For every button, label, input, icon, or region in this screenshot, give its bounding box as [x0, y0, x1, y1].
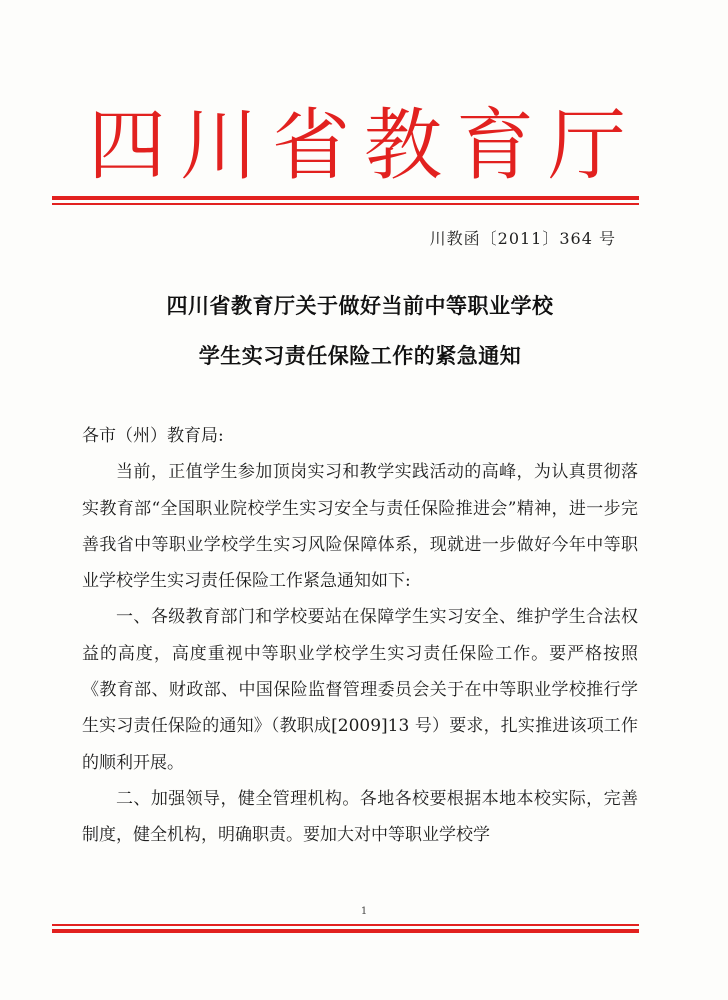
- page-number: 1: [360, 906, 368, 917]
- document-number: 川教函〔2011〕364 号: [429, 229, 616, 248]
- header-red-rule-thick: [52, 196, 639, 200]
- paragraph-intro: 当前，正值学生参加顶岗实习和教学实践活动的高峰，为认真贯彻落实教育部“全国职业院校学生实习安全与责任保险推进会”精神，进一步完善我省中等职业学校学生实习风险保障体系，现就进一步做好今年中等职业学校学生实习责任保险工作紧急通知如下:: [82, 462, 638, 592]
- header-red-rule-thin: [52, 203, 639, 205]
- document-body: [82, 418, 638, 854]
- footer-red-rule-thick: [52, 929, 639, 933]
- footer-red-rule-thin: [52, 924, 639, 926]
- masthead-org-name: 四川省教育厅: [87, 101, 640, 191]
- paragraph-item-2: 二、加强领导，健全管理机构。各地各校要根据本地本校实际，完善制度，健全机构，明确职责。要加大对中等职业学校学: [82, 788, 638, 846]
- salutation: 各市（州）教育局:: [82, 426, 224, 446]
- title-line-2: 学生实习责任保险工作的紧急通知: [198, 343, 522, 368]
- title-line-1: 四川省教育厅关于做好当前中等职业学校: [166, 293, 554, 318]
- paragraph-item-1: 一、各级教育部门和学校要站在保障学生实习安全、维护学生合法权益的高度，高度重视中等职业学校学生实习责任保险工作。要严格按照《教育部、财政部、中国保险监督管理委员会关于在中等职业学校推行学生实习责任保险的通知》（教职成[2009]13 号）要求，扎实推进该项工作的顺利开展。: [82, 607, 638, 773]
